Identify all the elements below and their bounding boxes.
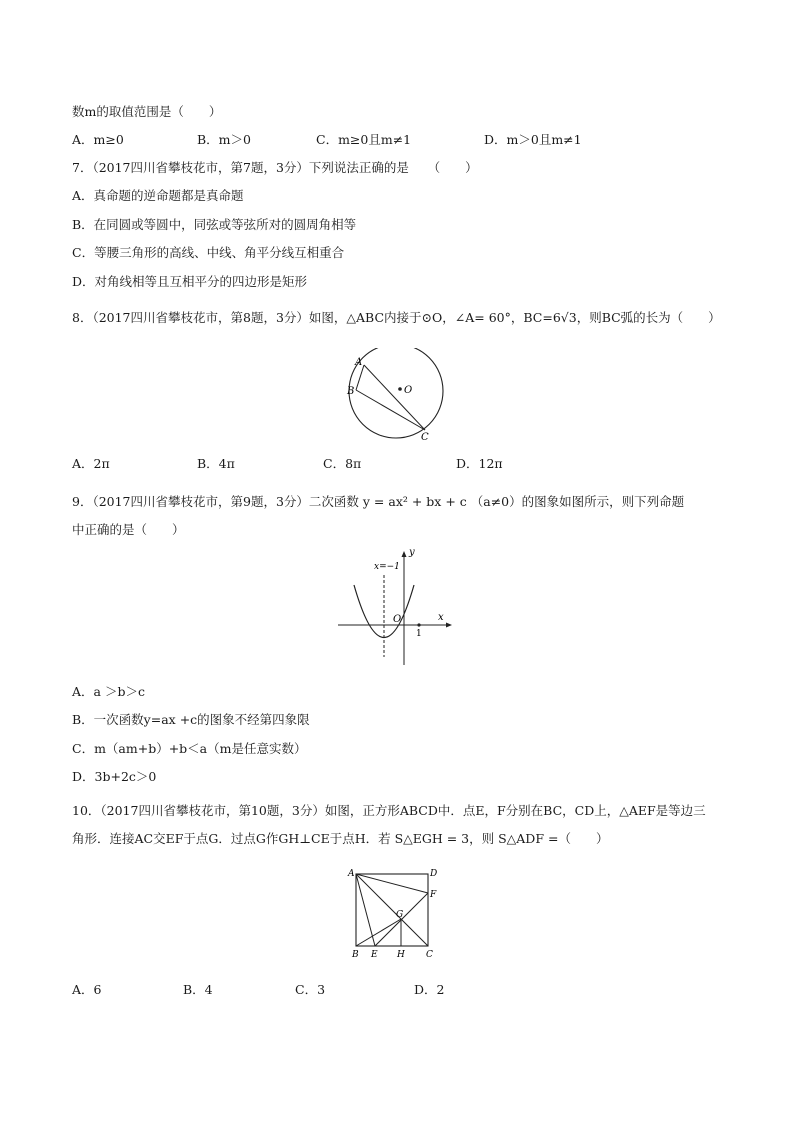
q9-option-a: A．a ＞b＞c xyxy=(72,684,145,699)
q8-option-c: C．8π xyxy=(323,456,362,471)
q9-stem-line1: 9．（2017四川省攀枝花市，第9题，3分）二次函数 y = ax² + bx + c （a≠0）的图象如图所示，则下列命题 xyxy=(72,494,685,509)
label-a: A xyxy=(348,869,355,879)
label-symmetry: x=−1 xyxy=(374,562,400,572)
label-one: 1 xyxy=(416,629,422,639)
q10-stem-line1: 10．（2017四川省攀枝花市，第10题，3分）如图，正方形ABCD中．点E，F分别在BC，CD上，△AEF是等边三 xyxy=(72,803,706,818)
q10-option-b: B．4 xyxy=(183,982,213,997)
circle-o xyxy=(349,348,443,438)
q9-option-c: C．m（am+b）+b＜a（m是任意实数） xyxy=(72,741,307,756)
segment-ab xyxy=(356,365,364,390)
x-axis-arrow-icon xyxy=(446,623,452,628)
point-x1 xyxy=(417,623,420,626)
q7-option-c: C．等腰三角形的高线、中线、角平分线互相重合 xyxy=(72,245,345,260)
q9-option-b: B．一次函数y=ax +c的图象不经第四象限 xyxy=(72,712,310,727)
q8-option-a: A．2π xyxy=(72,456,110,471)
center-point xyxy=(398,387,402,391)
q8-stem: 8．（2017四川省攀枝花市，第8题，3分）如图，△ABC内接于⊙O，∠A= 60°，BC=6√3，则BC弧的长为（ ） xyxy=(72,310,721,325)
q6-stem: 数m的取值范围是（ ） xyxy=(72,104,222,119)
segment-bc xyxy=(356,390,425,430)
label-g: G xyxy=(396,910,404,920)
label-x: x xyxy=(438,612,444,623)
segment-ac xyxy=(356,874,428,946)
q10-option-c: C．3 xyxy=(295,982,326,997)
label-y: y xyxy=(409,547,415,558)
q6-option-b: B．m＞0 xyxy=(197,132,251,147)
q9-option-d: D．3b+2c＞0 xyxy=(72,769,157,784)
q8-circle-figure xyxy=(338,348,454,442)
label-o: O xyxy=(404,385,413,396)
label-h: H xyxy=(397,950,405,960)
q7-stem: 7．（2017四川省攀枝花市，第7题，3分）下列说法正确的是 （ ） xyxy=(72,160,478,175)
y-axis-arrow-icon xyxy=(402,551,407,557)
q10-option-a: A．6 xyxy=(72,982,102,997)
q6-option-d: D．m＞0且m≠1 xyxy=(484,132,582,147)
q6-option-a: A．m≥0 xyxy=(72,132,124,147)
q10-option-d: D．2 xyxy=(414,982,445,997)
q9-parabola-figure xyxy=(334,545,454,670)
q10-stem-line2: 角形．连接AC交EF于点G．过点G作GH⊥CE于点H．若 S△EGH = 3，则 S△ADF =（ ） xyxy=(72,831,609,846)
label-f: F xyxy=(430,890,437,900)
q10-square-figure xyxy=(346,866,442,962)
q9-stem-line2: 中正确的是（ ） xyxy=(72,522,185,537)
label-b: B xyxy=(347,386,355,397)
q8-option-b: B．4π xyxy=(197,456,235,471)
segment-af xyxy=(356,874,428,893)
label-d: D xyxy=(430,869,438,879)
q7-option-a: A．真命题的逆命题都是真命题 xyxy=(72,188,244,203)
label-o: O xyxy=(393,614,402,625)
label-c: C xyxy=(426,950,433,960)
segment-ae xyxy=(356,874,375,946)
label-b: B xyxy=(352,950,359,960)
q7-option-b: B．在同圆或等圆中，同弦或等弦所对的圆周角相等 xyxy=(72,217,357,232)
q7-option-d: D．对角线相等且互相平分的四边形是矩形 xyxy=(72,274,308,289)
label-e: E xyxy=(371,950,378,960)
q6-option-c: C．m≥0且m≠1 xyxy=(316,132,412,147)
label-a: A xyxy=(355,357,363,368)
segment-ac xyxy=(364,365,425,430)
q8-option-d: D．12π xyxy=(456,456,503,471)
label-c: C xyxy=(421,432,429,442)
